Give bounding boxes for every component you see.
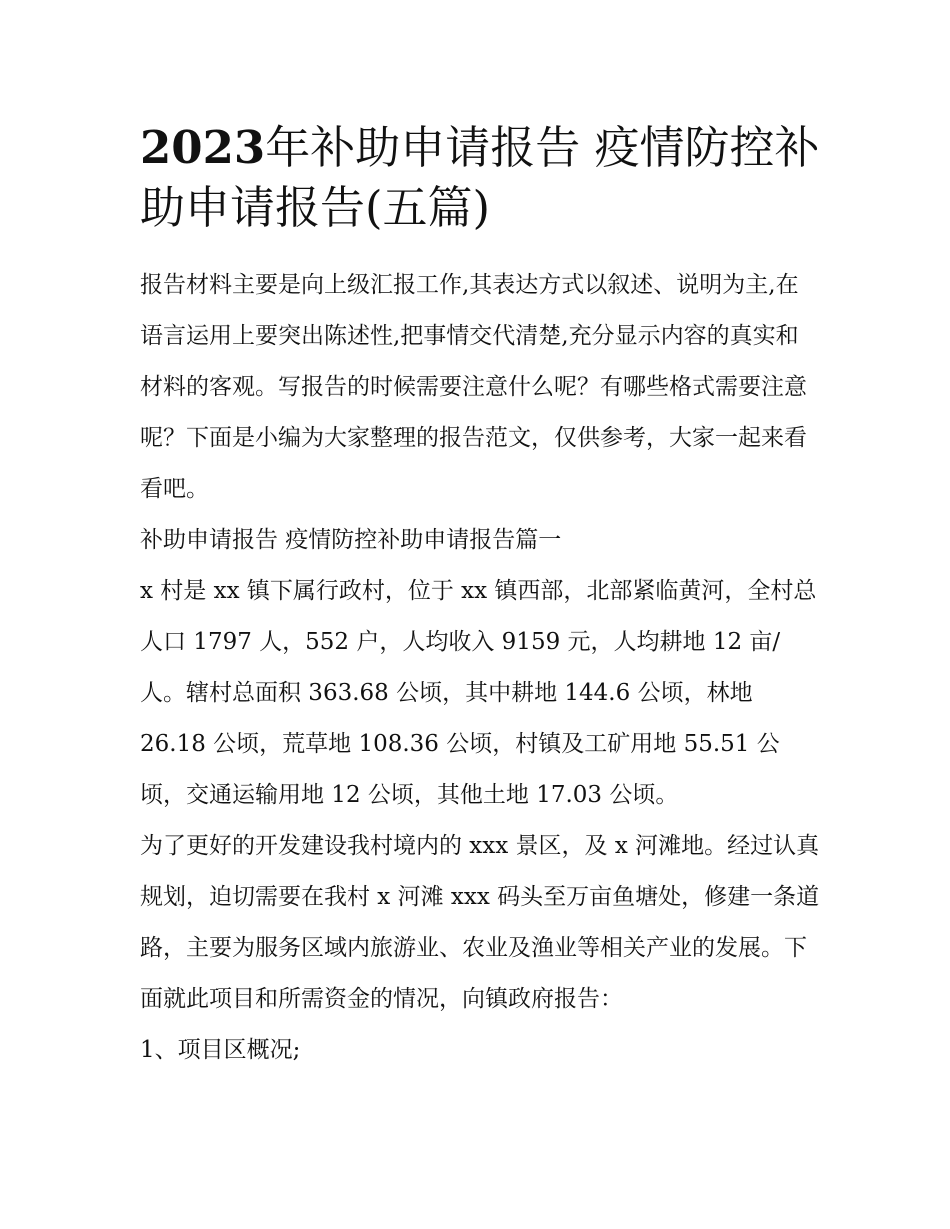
intro-paragraph: 报告材料主要是向上级汇报工作,其表达方式以叙述、说明为主,在语言运用上要突出陈述性,把事情交代清楚,充分显示内容的真实和材料的客观。写报告的时候需要注意什么呢？有哪些格式需要注意呢？下面是小编为大家整理的报告范文，仅供参考，大家一起来看看吧。 [140, 272, 807, 502]
section-heading: 补助申请报告 疫情防控补助申请报告篇一 [140, 527, 562, 553]
village-overview-paragraph: x 村是 xx 镇下属行政村，位于 xx 镇西部，北部紧临黄河，全村总人口 1797 人，552 户，人均收入 9159 元，人均耕地 12 亩/人。辖村总面积 363.68 公顷，其中耕地 144.6 公顷，林地 26.18 公顷，荒草地 108.36 公顷，村镇及工矿用地 55.51 公顷，交通运输用地 12 公顷，其他土地 17.03 公顷。 [140, 578, 817, 808]
title-text: 年补助申请报告 疫情防控补助申请报告(五篇) [140, 121, 820, 234]
title-year: 2023 [140, 121, 266, 174]
document-page [140, 118, 820, 1076]
document-title [140, 118, 820, 238]
project-purpose-paragraph: 为了更好的开发建设我村境内的 xxx 景区，及 x 河滩地。经过认真规划，迫切需要在我村 x 河滩 xxx 码头至万亩鱼塘处，修建一条道路，主要为服务区域内旅游业、农业及渔业等相关产业的发展。下面就此项目和所需资金的情况，向镇政府报告： [140, 833, 820, 1012]
list-item: 1、项目区概况; [140, 1037, 301, 1063]
document-body [140, 260, 820, 1076]
